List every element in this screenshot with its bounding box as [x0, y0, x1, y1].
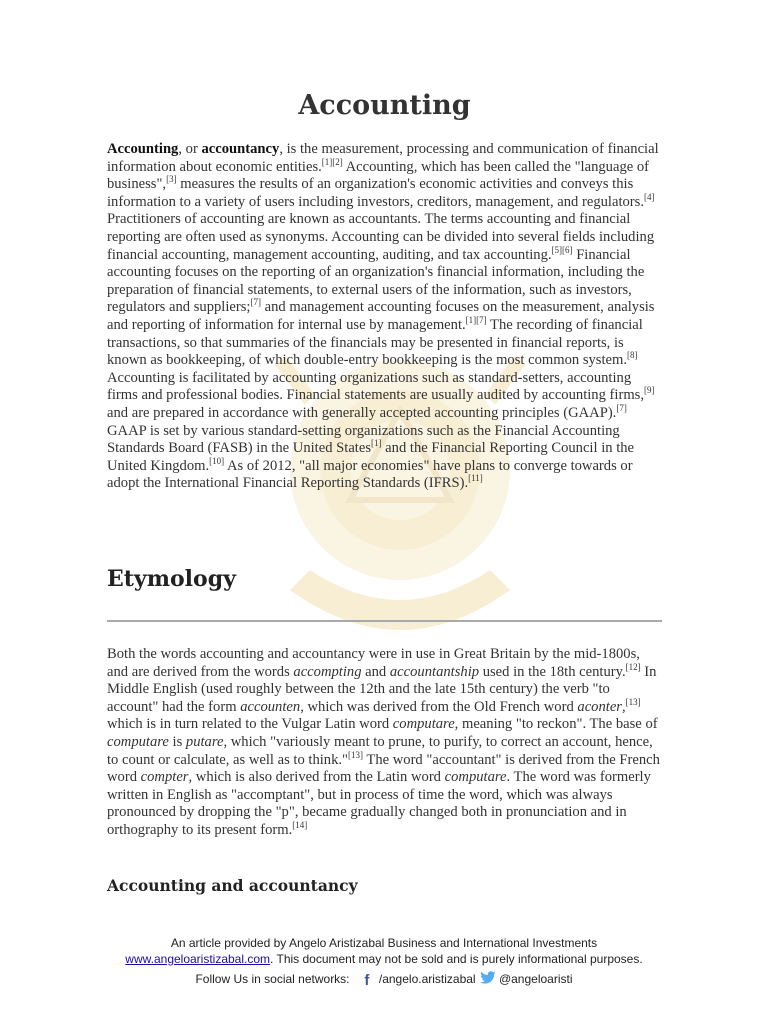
citation[interactable]: [7] — [250, 297, 261, 308]
page-title: Accounting — [298, 90, 471, 121]
citation[interactable]: [13] — [348, 749, 364, 760]
intro-paragraph: Accounting, or accountancy, is the measurement, processing and communication of financial information about economic entities.[1][2] Accounting, which has been called the "language of business",[3] measures the results of an organization's economic activities and conveys this information to a variety of users including investors, creditors, management, and regulators.[4] Practitioners of accounting are known as accountants. The terms accounting and financial reporting are often used as synonyms. Accounting can be divided into several fields including financial accounting, management accounting, auditing, and tax accounting.[5][6] Financial accounting focuses on the reporting of an organization's financial information, including the preparation of financial statements, to external users of the information, such as investors, regulators and suppliers;[7] and management accounting focuses on the measurement, analysis and reporting of information for internal use by management.[1][7] The recording of financial transactions, so that summaries of the financials may be presented in financial reports, is known as bookkeeping, of which double-entry bookkeeping is the most common system.[8] Accounting is facilitated by accounting organizations such as standard-setters, accounting firms and professional bodies. Financial statements are usually audited by accounting firms,[9] and are prepared in accordance with generally accepted accounting principles (GAAP).[7] GAAP is set by various standard-setting organizations such as the Financial Accounting Standards Board (FASB) in the United States[1] and the Financial Reporting Council in the United Kingdom.[10] As of 2012, "all major economies" have plans to converge towards or adopt the International Financial Reporting Standards (IFRS).[11] — [107, 141, 659, 492]
citation[interactable]: [5][6] — [551, 244, 573, 255]
citation[interactable]: [9] — [644, 385, 655, 396]
citation[interactable]: [10] — [209, 455, 225, 466]
citation[interactable]: [13] — [625, 696, 641, 707]
citation[interactable]: [8] — [627, 350, 638, 361]
footer-notice: www.angeloaristizabal.com. This document may not be sold and is purely informational purposes. — [125, 952, 643, 966]
citation[interactable]: [7] — [616, 402, 627, 413]
page-footer — [0, 935, 768, 987]
citation[interactable]: [1] — [371, 438, 382, 449]
follow-label: Follow Us in social networks: — [195, 972, 350, 986]
citation[interactable]: [3] — [166, 174, 177, 185]
etymology-heading: Etymology — [107, 566, 236, 592]
footer-credit: An article provided by Angelo Aristizabal Business and International Investments — [170, 936, 598, 950]
etymology-paragraph: Both the words accounting and accountancy were in use in Great Britain by the mid-1800s, and are derived from the words accompting and accountantship used in the 18th century.[12] In Middle English (used roughly between the 12th and the late 15th century) the verb "to account" had the form accounten, which was derived from the Old French word aconter,[13] which is in turn related to the Vulgar Latin word computare, meaning "to reckon". The base of computare is putare, which "variously meant to prune, to purify, to correct an account, hence, to count or calculate, as well as to think."[13] The word "accountant" is derived from the French word compter, which is also derived from the Latin word computare. The word was formerly written in English as "accomptant", but in process of time the word, which was always pronounced by dropping the "p", became gradually changed both in pronunciation and in orthography to its present form.[14] — [107, 646, 660, 838]
citation[interactable]: [1][2] — [321, 156, 343, 167]
facebook-handle[interactable]: /angelo.aristizabal — [378, 972, 476, 986]
citation[interactable]: [1][7] — [465, 314, 487, 325]
social-row — [0, 971, 768, 987]
website-link[interactable]: www.angeloaristizabal.com — [125, 952, 271, 966]
term-accountancy: accountancy — [201, 141, 280, 157]
citation[interactable]: [12] — [625, 661, 641, 672]
citation[interactable]: [11] — [468, 473, 483, 484]
citation[interactable]: [4] — [643, 191, 655, 202]
subsection-heading: Accounting and accountancy — [107, 876, 358, 895]
citation[interactable]: [14] — [292, 819, 308, 830]
term-accounting: Accounting — [107, 141, 179, 157]
facebook-icon[interactable]: f — [364, 972, 370, 989]
twitter-handle[interactable]: @angeloaristi — [498, 972, 573, 986]
section-divider — [107, 620, 662, 622]
twitter-icon[interactable] — [479, 971, 497, 985]
